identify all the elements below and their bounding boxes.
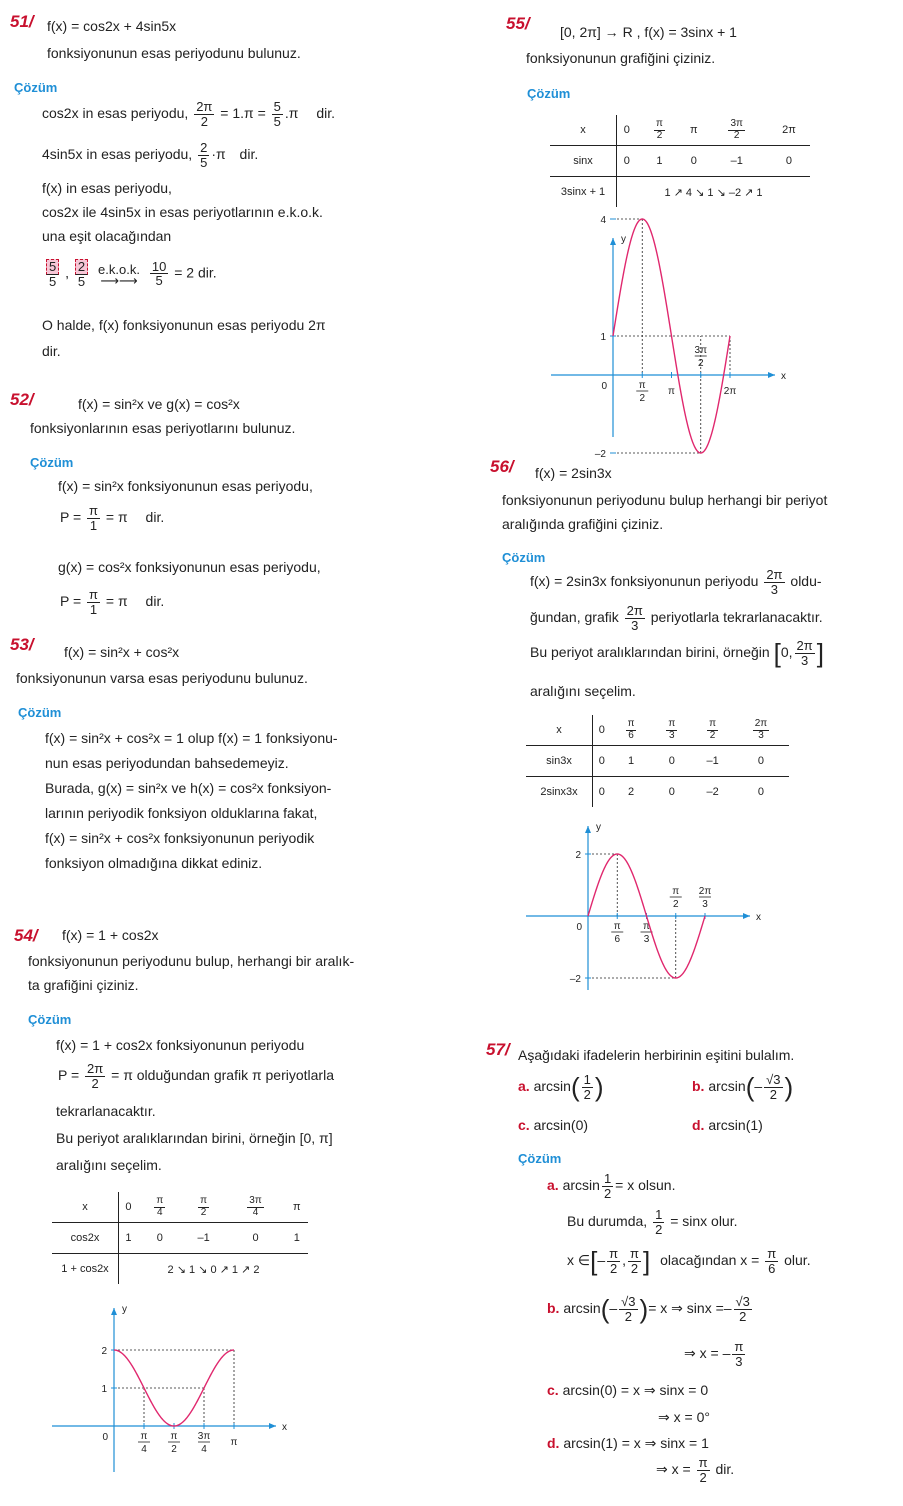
p53-line1: f(x) = sin²x + cos²x = 1 olup f(x) = 1 fonksiyonu- [45,730,338,746]
p51-line1 [42,100,335,128]
p51-line2-end: dir. [239,145,259,162]
p57-solution-d-line1: d. arcsin(1) = x ⇒ sinx = 1 [547,1435,709,1451]
p55-table-row [550,146,810,177]
p56-table-cell: $\frac{\pi}{3}$ [651,715,692,746]
p56-y-axis-arrow [585,826,591,833]
problem-52-solution-label: Çözüm [30,455,74,470]
p51-line2-text: 4sin5x in esas periyodu, [42,145,193,162]
p56-fraction: $\frac{2\pi}{3}$ [766,567,783,597]
p51-line1-mid: = 1.π = [220,104,266,121]
p52-line2: P = $\frac{\pi}{1}$ = π dir. [60,503,165,533]
p53-line5: f(x) = sin²x + cos²x fonksiyonunun periyodik [45,830,315,846]
problem-52-question: fonksiyonlarının esas periyotlarını bulunuz. [30,420,296,436]
problem-56-question-line2: aralığında grafiğini çiziniz. [502,516,664,532]
p54-table-cell: 1 [119,1223,138,1254]
p51-line6-end: = 2 dir. [174,264,217,281]
p52-fraction: $\frac{\pi}{1}$ [89,587,99,617]
p54-x-tick-label-denominator: 2 [171,1444,177,1455]
p54-table-cell: –1 [182,1223,226,1254]
p57-solution-a-line1: a. arcsin $\frac{1}{2}$ = x olsun. [547,1171,676,1201]
p55-table-header-cell: 3sinx + 1 [550,177,617,208]
p57-fraction: $\frac{√3}{2}$ [621,1294,636,1324]
p51-line6 [44,259,217,288]
p57-fraction: $\frac{\pi}{3}$ [734,1339,744,1369]
p55-origin-label: 0 [601,381,607,392]
problem-57-question: Aşağıdaki ifadelerin herbirinin eşitini bulalım. [518,1047,795,1063]
problem-51-question: fonksiyonunun esas periyodunu bulunuz. [47,45,301,61]
p57-solution-a-line3: x ∈[– $\frac{\pi}{2}$ , $\frac{\pi}{2}$ ] olacağından x = $\frac{\pi}{6}$ olur. [567,1246,811,1276]
p56-graph [520,820,770,995]
p54-line5: aralığını seçelim. [56,1157,162,1173]
p54-line2: P = $\frac{2\pi}{2}$ = π olduğundan grafik π periyotlarla [58,1061,334,1091]
problem-56-question-line1: fonksiyonunun periyodunu bulup herhangi bir periyot [502,492,828,508]
problem-57-number: 57/ [486,1040,510,1059]
p56-y-label: y [596,822,601,833]
p56-table-cell: 0 [593,715,611,746]
p54-table-cell: 1 [286,1223,308,1254]
p54-table-header-cell: x [52,1192,119,1223]
p54-table-header-cell: cos2x [52,1223,119,1254]
p56-x-axis-arrow [743,913,750,919]
p53-line2: nun esas periyodundan bahsedemeyiz. [45,755,289,771]
p56-x-tick-label-numerator: π [672,886,680,897]
p57-solution-d-line2: ⇒ x = $\frac{\pi}{2}$ dir. [656,1455,735,1485]
problem-54-solution-label: Çözüm [28,1012,72,1027]
p57-solution-c-line1: c. arcsin(0) = x ⇒ sinx = 0 [547,1382,709,1398]
problem-53-title: f(x) = sin²x + cos²x [64,644,180,660]
p54-x-label: x [282,1422,287,1433]
p56-table-cell: –1 [692,746,733,777]
p51-fraction: $\frac{2}{5}$ [200,140,208,170]
p51-line2-pi: ·π [211,145,226,162]
p54-y-axis-arrow [111,1308,117,1315]
p55-x-label: x [781,371,786,382]
problem-53-solution-label: Çözüm [18,705,62,720]
p54-graph [40,1300,300,1480]
p54-y-label: y [122,1304,127,1315]
p51-comma: , [65,264,70,281]
p56-table-cell: 0 [668,786,675,798]
p55-table-cell: 0 [768,146,810,177]
p56-table-cell: 1 [611,746,652,777]
p55-x-axis-arrow [768,372,775,378]
p54-table-row [52,1254,308,1285]
p56-table-cell: 0 [733,746,789,777]
p52-fraction: $\frac{\pi}{1}$ [89,503,99,533]
p51-fraction: $\frac{10}{5}$ [151,258,167,289]
p51-fraction-highlighted: $\frac{5}{5}$ [46,259,59,288]
p52-line3: g(x) = cos²x fonksiyonunun esas periyodu, [58,559,321,575]
p51-line5: una eşit olacağından [42,228,172,244]
p52-line1: f(x) = sin²x fonksiyonunun esas periyodu, [58,478,313,494]
p54-x-tick-label-denominator: 4 [201,1444,207,1455]
p54-table-cell: π [286,1192,308,1223]
p52-line4: P = $\frac{\pi}{1}$ = π dir. [60,587,165,617]
p51-fraction: $\frac{5}{5}$ [273,99,281,129]
p57-fraction: $\frac{\pi}{2}$ [609,1246,619,1276]
p51-fraction-highlighted: $\frac{2}{5}$ [75,259,88,288]
p57-solution-c-line2: ⇒ x = 0° [658,1409,710,1425]
p56-table-cell: 0 [593,746,611,777]
p56-x-tick-label-numerator: π [643,921,650,932]
p55-table-cell: 0 [617,146,637,177]
problem-54-question-line2: ta grafiğini çiziniz. [28,977,139,993]
p56-table-header-cell: 2sinx3x [526,777,593,808]
p55-table-cell: 2π [768,115,810,146]
p54-x-tick-label-denominator: 4 [141,1444,147,1455]
p51-line4: cos2x ile 4sin5x in esas periyotlarının e.k.o.k. [42,204,323,220]
p51-line8: dir. [42,343,61,359]
p51-line2 [42,141,258,169]
p56-fraction: $\frac{2\pi}{3}$ [796,638,813,668]
p54-table-cell: 2 ↘ 1 ↘ 0 ↗ 1 ↗ 2 [167,1263,260,1276]
problem-53-question: fonksiyonunun varsa esas periyodunu bulunuz. [16,670,308,686]
p51-fraction: $\frac{2\pi}{2}$ [196,99,213,129]
p51-line3: f(x) in esas periyodu, [42,180,172,196]
problem-54-number: 54/ [14,926,38,945]
problem-54-question-line1: fonksiyonunun periyodunu bulup, herhangi bir aralık- [28,953,355,969]
p55-x-tick-label: π [668,386,675,397]
p57-option-c: c. arcsin(0) [518,1117,589,1133]
p51-line1-text: cos2x in esas periyodu, [42,104,189,121]
p56-origin-label: 0 [576,922,582,933]
p56-x-tick-label-denominator: 2 [672,899,679,910]
p55-graph [545,215,795,460]
p55-y-tick-label: –2 [594,449,606,460]
p55-table-cell: 0 [682,146,705,177]
problem-54-title: f(x) = 1 + cos2x [62,927,159,943]
p57-solution-a-line2: Bu durumda, $\frac{1}{2}$ = sinx olur. [567,1207,738,1237]
problem-51-title: f(x) = cos2x + 4sin5x [47,18,177,34]
p56-table-cell: 0 [757,786,765,798]
p54-table-cell: 0 [225,1223,285,1254]
p54-table-cell: $\frac{3\pi}{4}$ [225,1192,285,1223]
p56-table-cell: 0 [598,786,605,798]
p56-table-cell: $\frac{2\pi}{3}$ [733,715,789,746]
p55-table-cell: 1 ↗ 4 ↘ 1 ↘ –2 ↗ 1 [664,186,763,199]
p57-fraction: $\frac{1}{2}$ [603,1171,612,1201]
p55-table-cell: π [682,115,705,146]
p56-table-cell: $\frac{\pi}{2}$ [692,715,733,746]
p55-table-cell: 0 [617,115,637,146]
p54-table-cell: $\frac{\pi}{4}$ [138,1192,182,1223]
p55-x-tick-label: 2π [723,386,737,397]
p55-y-label: y [621,234,626,245]
p51-line1-pi: .π [284,104,299,121]
p55-y-tick-label: 4 [600,215,606,226]
p56-table-row [526,715,789,746]
p54-table-header-cell: 1 + cos2x [52,1254,119,1285]
p57-fraction: $\frac{\pi}{6}$ [767,1246,777,1276]
p56-line2: ğundan, grafik $\frac{2\pi}{3}$ periyotlarla tekrarlanacaktır. [530,603,823,633]
problem-56-number: 56/ [490,457,514,476]
p55-table-cell: $\frac{3\pi}{2}$ [705,115,768,146]
p56-y-tick-label: 2 [575,850,581,861]
problem-51-number: 51/ [10,12,34,31]
p55-y-tick-label: 1 [600,332,606,343]
p55-table-row [550,177,810,208]
p54-line1: f(x) = 1 + cos2x fonksiyonunun periyodu [56,1037,305,1053]
p54-line4: Bu periyot aralıklarından birini, örneğin [0, π] [56,1130,333,1146]
p54-line3: tekrarlanacaktır. [56,1103,156,1119]
p51-line7: O halde, f(x) fonksiyonunun esas periyodu 2π [42,317,326,333]
p57-solution-b-line2: ⇒ x = – $\frac{\pi}{3}$ [684,1339,744,1369]
p56-y-tick-label: –2 [569,974,581,985]
p53-line3: Burada, g(x) = sin²x ve h(x) = cos²x fonksiyon- [45,780,332,796]
p56-x-tick-label-numerator: 2π [698,886,712,897]
p56-x-tick-label-denominator: 3 [702,899,708,910]
p56-x-label: x [756,912,761,923]
p56-table-header-cell: sin3x [526,746,593,777]
p54-y-tick-label: 2 [101,1346,107,1357]
p57-fraction: $\frac{\pi}{2}$ [698,1455,708,1485]
p57-option-b: b. arcsin(– $\frac{√3}{2}$ ) [692,1072,794,1102]
p56-table-row [526,777,789,808]
p54-x-tick-label-numerator: π [140,1431,148,1442]
p51-ekok-arrow: e.k.o.k. ⟶⟶ [98,262,140,289]
p56-x-tick-label-numerator: π [613,921,621,932]
p56-line4: aralığını seçelim. [530,683,636,699]
p56-value-table [526,715,789,807]
problem-57-solution-label: Çözüm [518,1151,562,1166]
p51-line1-end: dir. [316,104,336,121]
p55-table-header-cell: x [550,115,617,146]
p55-x-tick-label-numerator: π [638,380,646,391]
p55-table-cell: –1 [705,146,768,177]
p56-table-header-cell: x [526,715,593,746]
p55-table-cell: $\frac{\pi}{2}$ [637,115,683,146]
p57-option-d: d. arcsin(1) [692,1117,763,1133]
p57-fraction: $\frac{1}{2}$ [655,1207,663,1237]
p54-x-axis-arrow [269,1423,276,1429]
p55-x-tick-label-numerator: 3π [694,345,707,356]
p56-table-cell: 2 [627,786,635,798]
p56-x-tick-label-denominator: 3 [643,934,650,945]
p55-value-table [550,115,810,207]
p56-x-tick-label-denominator: 6 [614,934,621,945]
problem-55-solution-label: Çözüm [527,86,571,101]
p55-x-tick-label-denominator: 2 [697,358,704,369]
p56-fraction: $\frac{2\pi}{3}$ [626,603,643,633]
p56-line3: Bu periyot aralıklarından birini, örneğin [0, $\frac{2\pi}{3}$ ] [530,638,824,668]
problem-56-title: f(x) = 2sin3x [535,465,612,481]
problem-55-title: [0, 2π] → R , f(x) = 3sinx + 1 [560,24,737,40]
p54-table-row [52,1223,308,1254]
problem-55-question: fonksiyonunun grafiğini çiziniz. [526,50,716,66]
p53-line6: fonksiyon olmadığına dikkat ediniz. [45,855,263,871]
p55-x-tick-label-denominator: 2 [639,393,646,404]
p57-option-a: a. arcsin( $\frac{1}{2}$ ) [518,1072,604,1102]
p56-line1: f(x) = 2sin3x fonksiyonunun periyodu $\frac{2\pi}{3}$ oldu- [530,567,822,597]
p54-x-tick-label-numerator: 3π [197,1431,211,1442]
problem-51-solution-label: Çözüm [14,80,58,95]
problem-52-number: 52/ [10,390,34,409]
p54-fraction: $\frac{2\pi}{2}$ [87,1061,104,1091]
p57-fraction: $\frac{√3}{2}$ [735,1294,750,1324]
p55-y-axis-arrow [610,238,616,245]
p57-solution-b-line1: b. arcsin(– $\frac{√3}{2}$ )= x ⇒ sinx =– $\frac{√3}{2}$ [547,1294,750,1324]
p54-table-cell: $\frac{\pi}{2}$ [182,1192,226,1223]
p55-table-header-cell: sinx [550,146,617,177]
problem-56-solution-label: Çözüm [502,550,546,565]
p54-table-row [52,1192,308,1223]
p56-table-cell: –2 [706,786,719,798]
p54-x-tick-label: π [230,1437,238,1448]
p54-table-cell: 0 [138,1223,182,1254]
p56-table-cell: 0 [651,746,692,777]
p54-value-table [52,1192,308,1284]
problem-52-title: f(x) = sin²x ve g(x) = cos²x [78,396,240,412]
problem-55-number: 55/ [506,14,530,33]
p57-fraction: $\frac{\pi}{2}$ [630,1246,639,1276]
p57-fraction: $\frac{√3}{2}$ [766,1072,781,1102]
p54-y-tick-label: 1 [101,1384,107,1395]
p55-table-cell: 1 [637,146,683,177]
p54-x-tick-label-numerator: π [170,1431,178,1442]
p54-table-cell: 0 [119,1192,138,1223]
p57-fraction: $\frac{1}{2}$ [583,1072,591,1102]
problem-53-number: 53/ [10,635,34,654]
p54-origin-label: 0 [102,1432,108,1443]
p56-table-cell: $\frac{\pi}{6}$ [611,715,652,746]
p53-line4: larının periyodik fonksiyon olduklarına fakat, [45,805,318,821]
p56-table-row [526,746,789,777]
p55-table-row [550,115,810,146]
